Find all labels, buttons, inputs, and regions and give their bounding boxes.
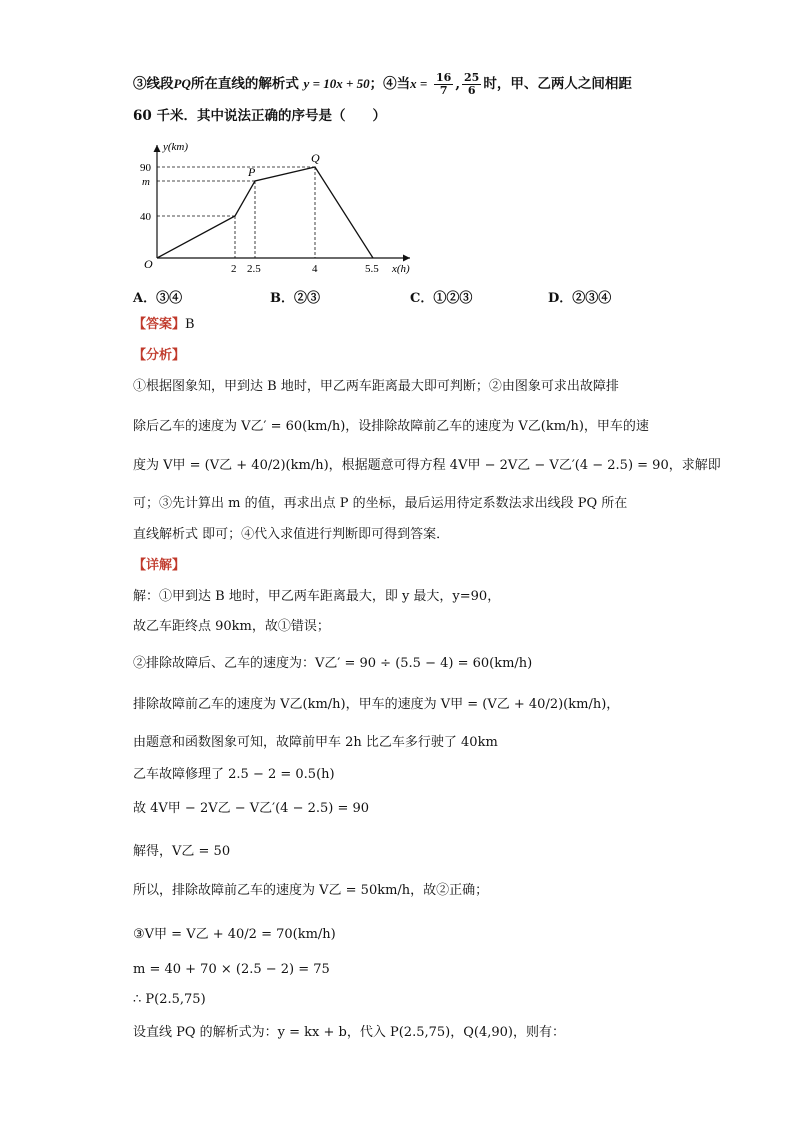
option-d[interactable]: D．②③④ <box>548 291 612 306</box>
function-graph <box>130 140 430 280</box>
origin-label: O <box>144 257 153 271</box>
x-axis-label: x(h) <box>392 263 410 275</box>
question-suffix: 时，甲、乙两人之间相距 <box>483 76 632 93</box>
analysis-line-5: 直线解析式 即可；④代入求值进行判断即可得到答案． <box>133 527 450 542</box>
detail-line-2: 故乙车距终点 90km，故①错误； <box>133 619 330 634</box>
y-tick-40: 40 <box>140 211 151 223</box>
answer-line <box>133 318 195 331</box>
detail-line-8: 解得，V乙 = 50 <box>133 844 231 859</box>
detail-line-5: 由题意和函数图象可知，故障前甲车 2h 比乙车多行驶了 40km <box>133 735 498 750</box>
question-prefix: ③线段 <box>133 76 174 93</box>
question-sep: ；④当 <box>369 76 411 93</box>
analysis-line-1: ①根据图象知，甲到达 B 地时，甲乙两车距离最大即可判断；②由图象可求出故障排 <box>133 379 619 394</box>
fraction-2: $\frac{25}{6}$ <box>464 71 480 98</box>
x-tick-4: 4 <box>312 263 318 275</box>
x-tick-2-5: 2.5 <box>247 263 261 275</box>
point-q-label: Q <box>311 151 320 165</box>
answer-value: B <box>185 317 195 332</box>
detail-line-13: 设直线 PQ 的解析式为：y = kx + b，代入 P(2.5,75)，Q(4,90)，则有： <box>133 1025 565 1040</box>
detail-line-3: ②排除故障后、乙车的速度为：V乙′ = 90 ÷ (5.5 − 4) = 60(km/h) <box>133 656 533 671</box>
fraction-1: $\frac{16}{7}$ <box>436 71 452 98</box>
y-tick-m: m <box>142 176 150 188</box>
analysis-line-3: 度为 V甲 = (V乙 + 40/2)(km/h)，根据题意可得方程 4V甲 − 2V乙 − V乙′(4 − 2.5) = 90，求解即 <box>133 458 721 473</box>
analysis-tag: 【分析】 <box>133 348 186 363</box>
detail-tag: 【详解】 <box>133 558 186 573</box>
detail-line-11: m = 40 + 70 × (2.5 − 2) = 75 <box>133 962 330 977</box>
analysis-line-2: 除后乙车的速度为 V乙′ = 60(km/h)，设排除故障前乙车的速度为 V乙(km/h)，甲车的速 <box>133 419 649 434</box>
detail-line-10: ③V甲 = V乙 + 40/2 = 70(km/h) <box>133 927 336 942</box>
detail-line-7: 故 4V甲 − 2V乙 − V乙′(4 − 2.5) = 90 <box>133 801 370 816</box>
detail-line-4: 排除故障前乙车的速度为 V乙(km/h)，甲车的速度为 V甲 = (V乙 + 40/2)(km/h)， <box>133 697 620 712</box>
x-equals: x = <box>410 76 428 92</box>
analysis-line-4: 可；③先计算出 m 的值，再求出点 P 的坐标，最后运用待定系数法求出线段 PQ 所在 <box>133 496 628 511</box>
line-formula: y = 10x + 50 <box>303 76 370 92</box>
segment-pq: PQ <box>173 76 191 92</box>
option-c[interactable]: C．①②③ <box>410 291 473 306</box>
detail-line-6: 乙车故障修理了 2.5 − 2 = 0.5(h) <box>133 767 335 782</box>
y-tick-90: 90 <box>140 162 151 174</box>
question-line-1: ③线段PQ所在直线的解析式 y = 10x + 50；④当x = $\frac{16}{7}$ , $\frac{25}{6}$ 时，甲、乙两人之间相距 <box>133 71 632 98</box>
x-tick-5-5: 5.5 <box>365 263 379 275</box>
x-tick-2: 2 <box>231 263 237 275</box>
question-mid: 所在直线的解析式 <box>190 76 299 93</box>
answer-tag: 【答案】 <box>133 317 186 332</box>
point-p-label: P <box>248 165 256 179</box>
question-line-2: 60 千米．其中说法正确的序号是（ ） <box>133 108 386 124</box>
option-a[interactable]: A．③④ <box>133 291 183 306</box>
detail-line-9: 所以，排除故障前乙车的速度为 V乙 = 50km/h，故②正确； <box>133 883 489 898</box>
detail-line-12: ∴ P(2.5,75) <box>133 992 206 1007</box>
option-b[interactable]: B．②③ <box>270 291 320 306</box>
detail-line-1: 解：①甲到达 B 地时，甲乙两车距离最大，即 y 最大，y=90， <box>133 589 501 604</box>
y-axis-label: y(km) <box>163 141 189 153</box>
